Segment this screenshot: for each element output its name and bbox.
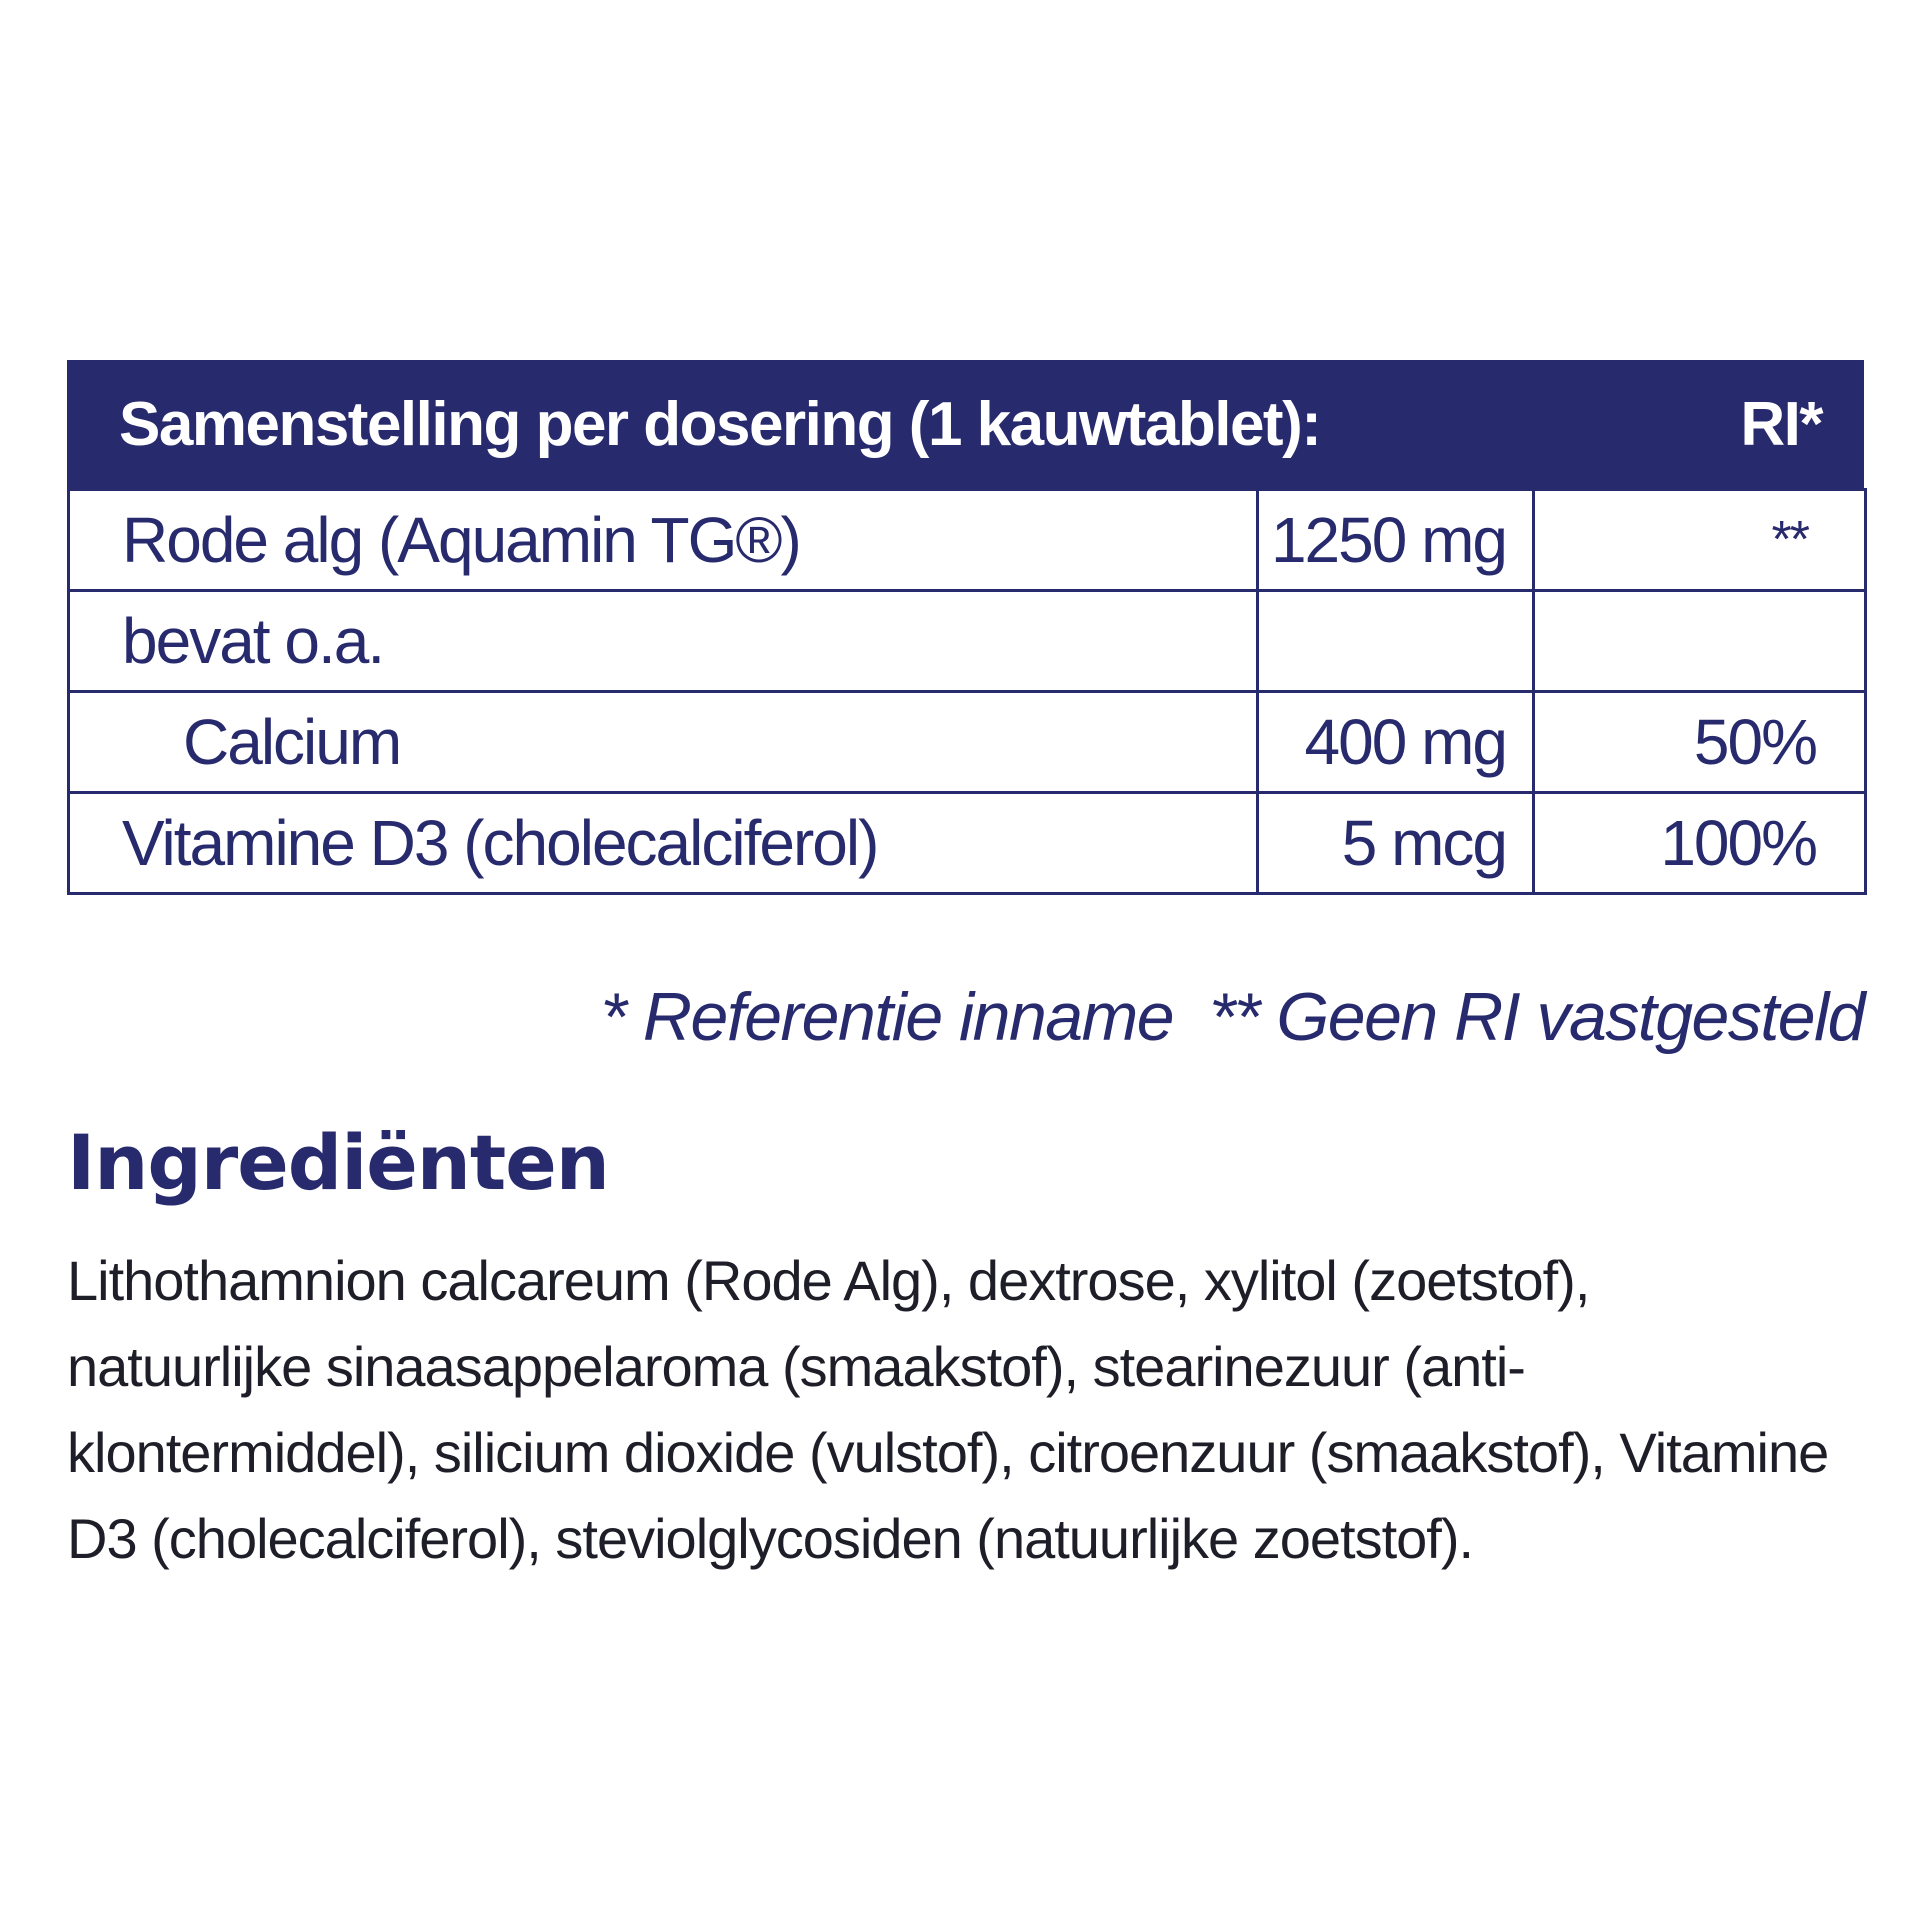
row-name: Calcium [69,692,1258,793]
table-row [69,591,1866,692]
table-row [69,692,1866,793]
row-ri: ** [1534,490,1866,591]
ingredients-title: Ingrediënten [67,1118,609,1207]
table-row [69,490,1866,591]
table-header-ri: RI* [1740,389,1822,459]
table-header-title: Samenstelling per dosering (1 kauwtablet): [119,389,1321,459]
row-name: bevat o.a. [69,591,1258,692]
row-amount: 400 mg [1258,692,1534,793]
row-ri: 100% [1534,793,1866,894]
row-amount: 5 mcg [1258,793,1534,894]
row-ri [1534,591,1866,692]
footnote [601,978,1864,1056]
nutrition-table [67,360,1864,895]
row-ri: 50% [1534,692,1866,793]
nutrition-rows [67,488,1867,895]
ingredients-text: Lithothamnion calcareum (Rode Alg), dextrose, xylitol (zoetstof), natuurlijke sinaasappelaroma (smaakstof), stearinezuur (anti-klontermiddel), silicium dioxide (vulstof), citroenzuur (smaakstof), Vitamine D3 (cholecalciferol), steviolglycosiden (natuurlijke zoetstof). [67,1249,1829,1570]
table-header [67,360,1864,488]
row-name: Rode alg (Aquamin TG®) [69,490,1258,591]
row-name: Vitamine D3 (cholecalciferol) [69,793,1258,894]
footnote-no-ri: ** Geen RI vastgesteld [1209,979,1864,1055]
row-amount: 1250 mg [1258,490,1534,591]
table-row [69,793,1866,894]
row-amount [1258,591,1534,692]
footnote-ri: * Referentie inname [600,979,1174,1055]
